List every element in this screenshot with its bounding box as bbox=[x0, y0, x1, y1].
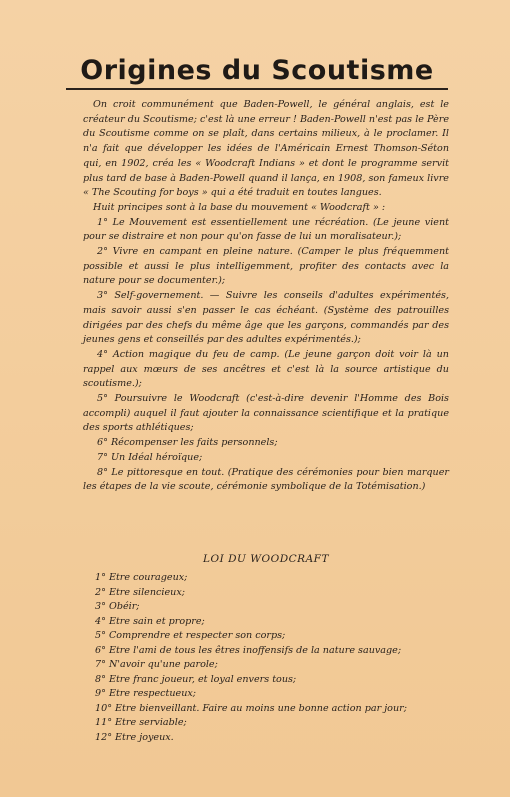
law-item: 5° Comprendre et respecter son corps; bbox=[95, 630, 286, 641]
law-item: 10° Etre bienveillant. Faire au moins une bonne action par jour; bbox=[95, 702, 407, 714]
principle-item: 6° Récompenser les faits personnels; bbox=[97, 437, 278, 449]
law-item: 3° Obéir; bbox=[95, 601, 140, 612]
law-item: 4° Etre sain et propre; bbox=[95, 615, 205, 627]
article-body bbox=[83, 98, 449, 495]
law-item: 9° Etre respectueux; bbox=[95, 688, 197, 699]
law-item: 11° Etre serviable; bbox=[95, 717, 187, 728]
principle-item: 8° Le pittoresque en tout. (Pratique des cérémonies pour bien marquer les étapes de la vie scoute, cérémonie symbolique de la Totémisation.) bbox=[83, 466, 449, 493]
law-item: 7° N'avoir qu'une parole; bbox=[95, 659, 218, 670]
intro-paragraph: On croit communément que Baden-Powell, le général anglais, est le créateur du Scoutisme; c'est là une erreur ! Baden-Powell n'est pas le Père du Scoutisme comme on se plaît, dans certains milieux, à le proclamer. Il n'a fait que développer les idées de l'Américain Ernest Thomson-Séton qui, en 1902, créa les « Woodcraft Indians » et dont le programme servit plus tard de base à Baden-Powell quand il lança, en 1908, son fameux livre « The Scouting for boys » qui a été traduit en toutes langues. bbox=[83, 99, 449, 199]
principle-item: 4° Action magique du feu de camp. (Le jeune garçon doit voir là un rappel aux mœurs de ses ancêtres et c'est là la source artistique du scoutisme.); bbox=[83, 348, 449, 390]
principle-item: 2° Vivre en campant en pleine nature. (Camper le plus fréquemment possible et aussi le plus intelligemment, profiter des contacts avec la nature pour se documenter.); bbox=[83, 246, 449, 287]
law-item: 8° Etre franc joueur, et loyal envers tous; bbox=[95, 673, 297, 685]
principles-intro: Huit principes sont à la base du mouvement « Woodcraft » : bbox=[93, 201, 386, 213]
law-item: 2° Etre silencieux; bbox=[95, 586, 185, 598]
law-item: 12° Etre joyeux. bbox=[95, 731, 174, 743]
page-title: Origines du Scoutisme bbox=[80, 55, 434, 86]
law-heading: LOI DU WOODCRAFT bbox=[203, 553, 329, 565]
law-item: 1° Etre courageux; bbox=[95, 572, 188, 583]
title-underline bbox=[66, 88, 448, 90]
law-item: 6° Etre l'ami de tous les êtres inoffensifs de la nature sauvage; bbox=[95, 644, 402, 656]
principle-item: 3° Self-governement. — Suivre les conseils d'adultes expérimentés, mais savoir aussi s'en passer le cas échéant. (Système des patrouilles dirigées par des chefs du même âge que les garçons, commandés par des jeunes gens et conseillés par des adultes expérimentés.); bbox=[83, 290, 449, 346]
principle-item: 1° Le Mouvement est essentiellement une récréation. (Le jeune vient pour se distraire et non pour qu'on fasse de lui un moralisateur.); bbox=[83, 216, 449, 243]
law-list bbox=[95, 571, 455, 745]
principle-item: 7° Un Idéal héroïque; bbox=[97, 451, 203, 463]
principle-item: 5° Poursuivre le Woodcraft (c'est-à-dire devenir l'Homme des Bois accompli) auquel il faut ajouter la connaissance scientifique et la pratique des sports athlétiques; bbox=[83, 393, 449, 434]
